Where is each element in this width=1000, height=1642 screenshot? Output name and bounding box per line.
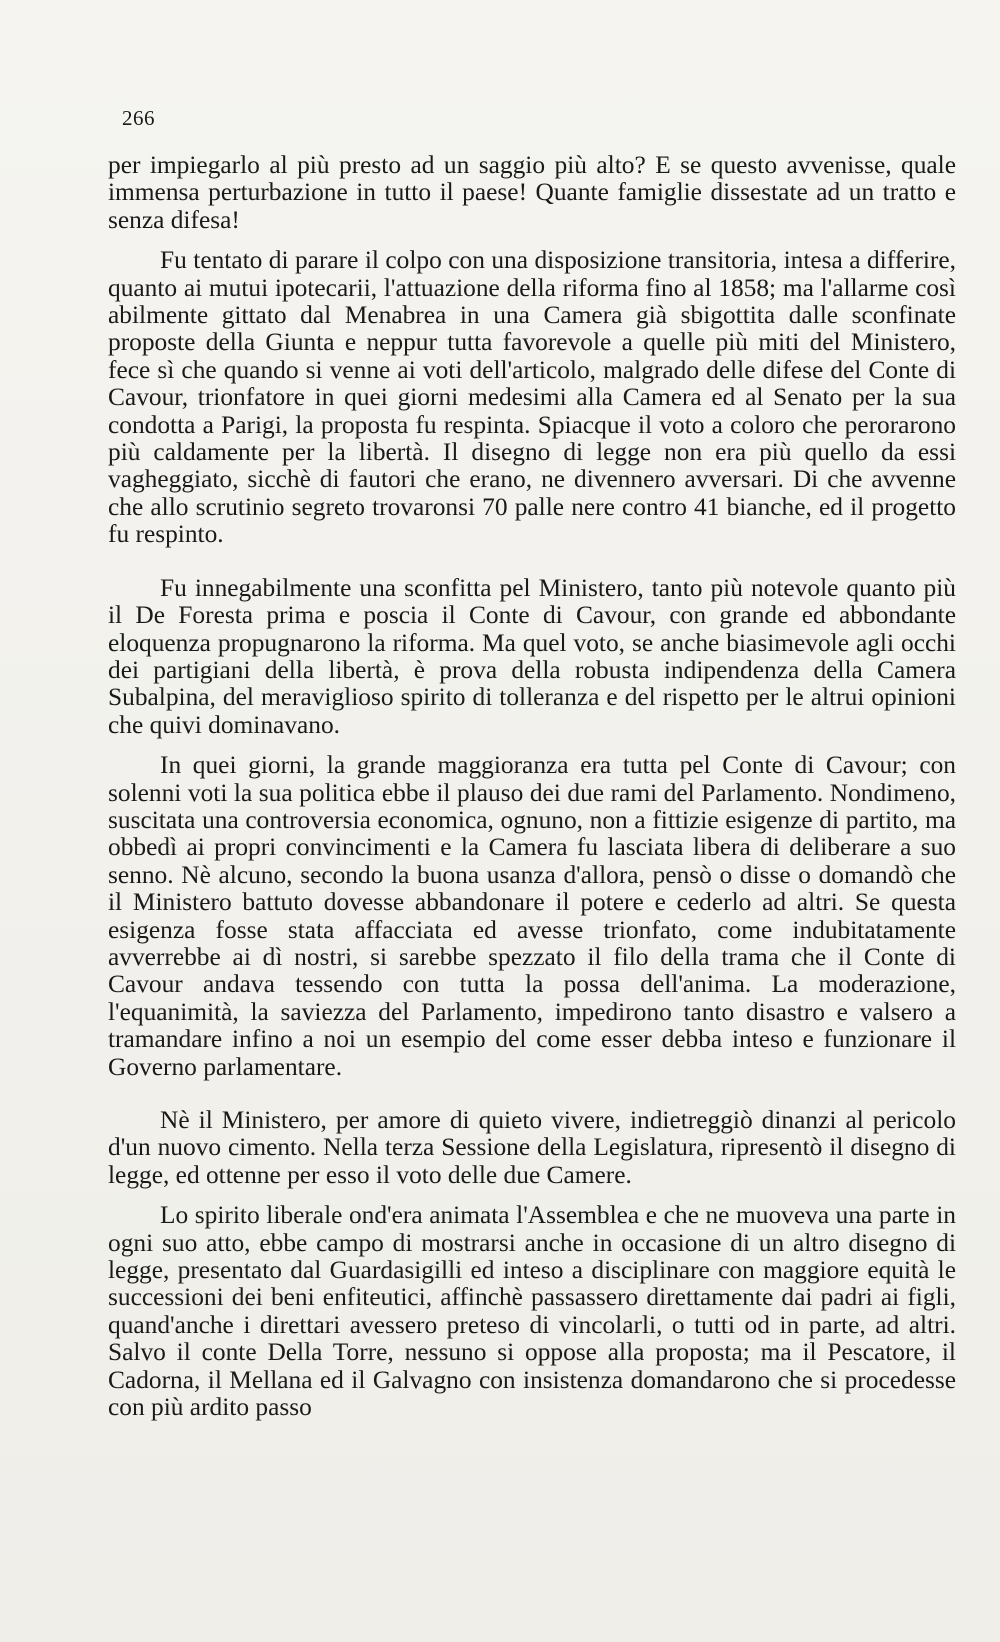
paragraph: Nè il Ministero, per amore di quieto vivere, indietreggiò dinanzi al pericolo d'un nuovo cimento. Nella terza Sessione della Legislatura, ripresentò il disegno di legge, ed ottenne per esso il voto delle due Camere. [108,1106,956,1189]
body-text [108,152,956,1434]
paragraph: Fu innegabilmente una sconfitta pel Ministero, tanto più notevole quanto più il De Foresta prima e poscia il Conte di Cavour, con grande ed abbondante eloquenza propugnarono la riforma. Ma quel voto, se anche biasimevole agli occhi dei partigiani della libertà, è prova della robusta indipendenza della Camera Subalpina, del meraviglioso spirito di tolleranza e del rispetto per le altrui opinioni che quivi dominavano. [108,573,956,739]
page-number: 266 [122,106,155,130]
paragraph: Lo spirito liberale ond'era animata l'Assemblea e che ne muoveva una parte in ogni suo atto, ebbe campo di mostrarsi anche in occasione di un altro disegno di legge, presentato dal Guardasigilli ed inteso a disciplinare con maggiore equità le successioni dei beni enfiteutici, affinchè passassero direttamente dai padri ai figli, quand'anche i direttari avessero preteso di vincolarli, o tutti od in parte, ad altri. Salvo il conte Della Torre, nessuno si oppose alla proposta; ma il Pescatore, il Cadorna, il Mellana ed il Galvagno con insistenza domandarono che si procedesse con più ardito passo [108,1201,956,1422]
paragraph: In quei giorni, la grande maggioranza era tutta pel Conte di Cavour; con solenni voti la sua politica ebbe il plauso dei due rami del Parlamento. Nondimeno, suscitata una controversia economica, ognuno, non a fittizie esigenze di partito, ma obbedì ai propri convincimenti e la Camera fu lasciata libera di deliberare a suo senno. Nè alcuno, secondo la buona usanza d'allora, pensò o disse o domandò che il Ministero battuto dovesse abbandonare il potere e cederlo ad altri. Se questa esigenza fosse stata affacciata ed avesse trionfato, come indubitatamente avverrebbe ai dì nostri, si sarebbe spezzato il filo della trama che il Conte di Cavour andava tessendo con tutta la possa dell'anima. La moderazione, l'equanimità, la saviezza del Parlamento, impedirono tanto disastro e valsero a tramandare infino a noi un esempio del come esser debba inteso e funzionare il Governo parlamentare. [108,751,956,1081]
paragraph: per impiegarlo al più presto ad un saggio più alto? E se questo avvenisse, quale immensa perturbazione in tutto il paese! Quante famiglie dissestate ad un tratto e senza difesa! [108,151,956,234]
paragraph: Fu tentato di parare il colpo con una disposizione transitoria, intesa a differire, quanto ai mutui ipotecarii, l'attuazione della riforma fino al 1858; ma l'allarme così abilmente gittato dal Menabrea in una Camera già sbigottita dalle sconfinate proposte della Giunta e neppur tutta favorevole a quelle più miti del Ministero, fece sì che quando si venne ai voti dell'articolo, malgrado delle difese del Conte di Cavour, trionfatore in quei giorni medesimi alla Camera ed al Senato per la sua condotta a Parigi, la proposta fu respinta. Spiacque il voto a coloro che perorarono più caldamente per la libertà. Il disegno di legge non era più quello da essi vagheggiato, sicchè di fautori che erano, ne divennero avversari. Di che avvenne che allo scrutinio segreto trovaronsi 70 palle nere contro 41 bianche, ed il progetto fu respinto. [108,246,956,549]
